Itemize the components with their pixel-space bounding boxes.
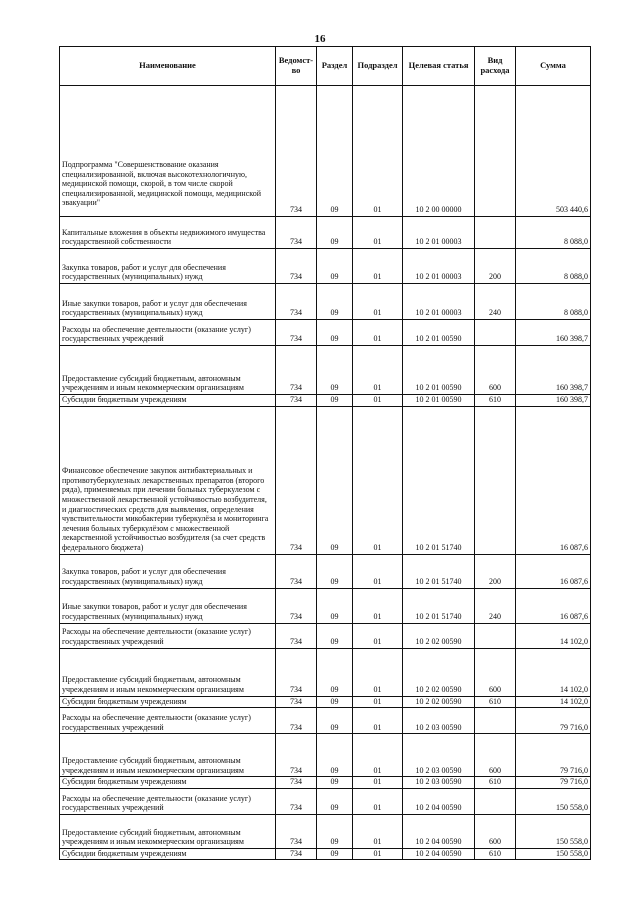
cell-section: 09	[317, 814, 353, 848]
cell-type: 600	[475, 648, 516, 696]
cell-section: 09	[317, 588, 353, 623]
cell-name: Предоставление субсидий бюджетным, автономным учреждениям и иным некоммерческим организациям	[60, 648, 276, 696]
table-row	[60, 320, 591, 346]
cell-subsection: 01	[353, 395, 403, 407]
cell-target: 10 2 03 00590	[403, 734, 475, 777]
cell-target: 10 2 04 00590	[403, 814, 475, 848]
cell-target: 10 2 01 00590	[403, 320, 475, 346]
cell-subsection: 01	[353, 284, 403, 320]
cell-sum: 14 102,0	[516, 696, 591, 708]
header-subsection: Подраздел	[353, 47, 403, 86]
cell-type: 240	[475, 588, 516, 623]
cell-sum: 16 087,6	[516, 406, 591, 554]
cell-dept: 734	[276, 320, 317, 346]
cell-subsection: 01	[353, 814, 403, 848]
table-body	[60, 86, 591, 860]
cell-type	[475, 708, 516, 734]
cell-subsection: 01	[353, 320, 403, 346]
table-row	[60, 395, 591, 407]
cell-section: 09	[317, 696, 353, 708]
cell-name: Капитальные вложения в объекты недвижимого имущества государственной собственности	[60, 217, 276, 249]
cell-type: 610	[475, 848, 516, 860]
cell-target: 10 2 02 00590	[403, 696, 475, 708]
cell-dept: 734	[276, 249, 317, 284]
table-row	[60, 734, 591, 777]
cell-section: 09	[317, 346, 353, 395]
cell-subsection: 01	[353, 696, 403, 708]
cell-type: 600	[475, 734, 516, 777]
cell-sum: 150 558,0	[516, 814, 591, 848]
cell-sum: 160 398,7	[516, 395, 591, 407]
cell-sum: 160 398,7	[516, 346, 591, 395]
cell-section: 09	[317, 708, 353, 734]
cell-dept: 734	[276, 346, 317, 395]
cell-target: 10 2 03 00590	[403, 708, 475, 734]
cell-target: 10 2 02 00590	[403, 648, 475, 696]
cell-name: Финансовое обеспечение закупок антибактериальных и противотуберкулезных лекарственных препаратов (второго ряда), применяемых при лечении больных туберкулезом с множественной лекарственной устойчивостью возбудителя, и диагностических средств для выявления, определения чувствительности микобактерии туберкулёза и мониторинга лечения больных туберкулёзом с множественной лекарственной устойчивостью возбудителя (за счет средств федерального бюджета)	[60, 406, 276, 554]
table-row	[60, 406, 591, 554]
cell-dept: 734	[276, 406, 317, 554]
cell-subsection: 01	[353, 249, 403, 284]
cell-name: Субсидии бюджетным учреждениям	[60, 848, 276, 860]
cell-sum: 14 102,0	[516, 623, 591, 648]
cell-section: 09	[317, 395, 353, 407]
cell-target: 10 2 02 00590	[403, 623, 475, 648]
cell-name: Субсидии бюджетным учреждениям	[60, 696, 276, 708]
table-row	[60, 217, 591, 249]
table-row	[60, 554, 591, 588]
cell-section: 09	[317, 623, 353, 648]
cell-type: 200	[475, 249, 516, 284]
table-row	[60, 588, 591, 623]
cell-target: 10 2 00 00000	[403, 86, 475, 217]
cell-sum: 16 087,6	[516, 554, 591, 588]
table-row	[60, 249, 591, 284]
cell-sum: 150 558,0	[516, 788, 591, 814]
cell-dept: 734	[276, 588, 317, 623]
cell-sum: 160 398,7	[516, 320, 591, 346]
cell-name: Расходы на обеспечение деятельности (оказание услуг) государственных учреждений	[60, 788, 276, 814]
cell-dept: 734	[276, 648, 317, 696]
cell-target: 10 2 04 00590	[403, 788, 475, 814]
cell-dept: 734	[276, 284, 317, 320]
header-name: Наименование	[60, 47, 276, 86]
cell-target: 10 2 01 00003	[403, 217, 475, 249]
cell-dept: 734	[276, 708, 317, 734]
cell-subsection: 01	[353, 734, 403, 777]
table-row	[60, 788, 591, 814]
cell-subsection: 01	[353, 777, 403, 789]
cell-subsection: 01	[353, 588, 403, 623]
cell-name: Расходы на обеспечение деятельности (оказание услуг) государственных учреждений	[60, 623, 276, 648]
cell-subsection: 01	[353, 848, 403, 860]
table-row	[60, 623, 591, 648]
cell-dept: 734	[276, 788, 317, 814]
budget-table	[59, 46, 591, 860]
cell-subsection: 01	[353, 554, 403, 588]
cell-name: Иные закупки товаров, работ и услуг для обеспечения государственных (муниципальных) нужд	[60, 588, 276, 623]
cell-target: 10 2 01 00003	[403, 284, 475, 320]
cell-subsection: 01	[353, 406, 403, 554]
cell-sum: 79 716,0	[516, 708, 591, 734]
cell-subsection: 01	[353, 623, 403, 648]
table-row	[60, 648, 591, 696]
cell-type	[475, 86, 516, 217]
cell-dept: 734	[276, 696, 317, 708]
cell-name: Предоставление субсидий бюджетным, автономным учреждениям и иным некоммерческим организациям	[60, 346, 276, 395]
cell-dept: 734	[276, 395, 317, 407]
cell-type	[475, 217, 516, 249]
cell-subsection: 01	[353, 648, 403, 696]
cell-dept: 734	[276, 814, 317, 848]
table-row	[60, 86, 591, 217]
cell-section: 09	[317, 284, 353, 320]
table-row	[60, 848, 591, 860]
cell-section: 09	[317, 734, 353, 777]
cell-name: Субсидии бюджетным учреждениям	[60, 395, 276, 407]
cell-subsection: 01	[353, 86, 403, 217]
cell-section: 09	[317, 848, 353, 860]
cell-sum: 503 440,6	[516, 86, 591, 217]
cell-sum: 14 102,0	[516, 648, 591, 696]
cell-section: 09	[317, 86, 353, 217]
cell-section: 09	[317, 406, 353, 554]
cell-target: 10 2 04 00590	[403, 848, 475, 860]
cell-type: 600	[475, 814, 516, 848]
cell-dept: 734	[276, 848, 317, 860]
table-row	[60, 708, 591, 734]
cell-name: Иные закупки товаров, работ и услуг для обеспечения государственных (муниципальных) нужд	[60, 284, 276, 320]
cell-type: 240	[475, 284, 516, 320]
cell-type	[475, 320, 516, 346]
cell-dept: 734	[276, 217, 317, 249]
cell-section: 09	[317, 554, 353, 588]
cell-sum: 16 087,6	[516, 588, 591, 623]
cell-name: Предоставление субсидий бюджетным, автономным учреждениям и иным некоммерческим организациям	[60, 734, 276, 777]
cell-type: 610	[475, 696, 516, 708]
table-row	[60, 814, 591, 848]
cell-subsection: 01	[353, 788, 403, 814]
cell-target: 10 2 01 00590	[403, 346, 475, 395]
cell-section: 09	[317, 648, 353, 696]
header-type: Вид расхода	[475, 47, 516, 86]
cell-name: Субсидии бюджетным учреждениям	[60, 777, 276, 789]
cell-dept: 734	[276, 554, 317, 588]
header-target: Целевая статья	[403, 47, 475, 86]
table-row	[60, 346, 591, 395]
cell-type	[475, 406, 516, 554]
table-row	[60, 777, 591, 789]
cell-target: 10 2 01 00003	[403, 249, 475, 284]
cell-name: Закупка товаров, работ и услуг для обеспечения государственных (муниципальных) нужд	[60, 249, 276, 284]
cell-target: 10 2 03 00590	[403, 777, 475, 789]
cell-sum: 8 088,0	[516, 217, 591, 249]
cell-section: 09	[317, 777, 353, 789]
cell-dept: 734	[276, 86, 317, 217]
table-header	[60, 47, 591, 86]
cell-subsection: 01	[353, 217, 403, 249]
header-dept: Ведомст-во	[276, 47, 317, 86]
cell-type: 610	[475, 395, 516, 407]
cell-name: Расходы на обеспечение деятельности (оказание услуг) государственных учреждений	[60, 320, 276, 346]
cell-name: Закупка товаров, работ и услуг для обеспечения государственных (муниципальных) нужд	[60, 554, 276, 588]
cell-type	[475, 623, 516, 648]
cell-type: 610	[475, 777, 516, 789]
page-number: 16	[314, 33, 326, 45]
table-row	[60, 284, 591, 320]
cell-section: 09	[317, 217, 353, 249]
cell-name: Подпрограмма "Совершенствование оказания специализированной, включая высокотехнологичную, медицинской помощи, скорой, в том числе скорой специализированной, медицинской помощи, медицинской эвакуации"	[60, 86, 276, 217]
cell-sum: 79 716,0	[516, 777, 591, 789]
cell-target: 10 2 01 51740	[403, 554, 475, 588]
cell-dept: 734	[276, 777, 317, 789]
cell-sum: 150 558,0	[516, 848, 591, 860]
cell-dept: 734	[276, 623, 317, 648]
table-row	[60, 696, 591, 708]
cell-type: 200	[475, 554, 516, 588]
cell-section: 09	[317, 320, 353, 346]
cell-target: 10 2 01 51740	[403, 588, 475, 623]
cell-target: 10 2 01 00590	[403, 395, 475, 407]
cell-name: Предоставление субсидий бюджетным, автономным учреждениям и иным некоммерческим организациям	[60, 814, 276, 848]
cell-subsection: 01	[353, 708, 403, 734]
cell-target: 10 2 01 51740	[403, 406, 475, 554]
cell-section: 09	[317, 788, 353, 814]
cell-type: 600	[475, 346, 516, 395]
cell-sum: 8 088,0	[516, 284, 591, 320]
cell-subsection: 01	[353, 346, 403, 395]
cell-dept: 734	[276, 734, 317, 777]
header-sum: Сумма	[516, 47, 591, 86]
cell-name: Расходы на обеспечение деятельности (оказание услуг) государственных учреждений	[60, 708, 276, 734]
cell-section: 09	[317, 249, 353, 284]
cell-sum: 79 716,0	[516, 734, 591, 777]
cell-sum: 8 088,0	[516, 249, 591, 284]
header-section: Раздел	[317, 47, 353, 86]
cell-type	[475, 788, 516, 814]
